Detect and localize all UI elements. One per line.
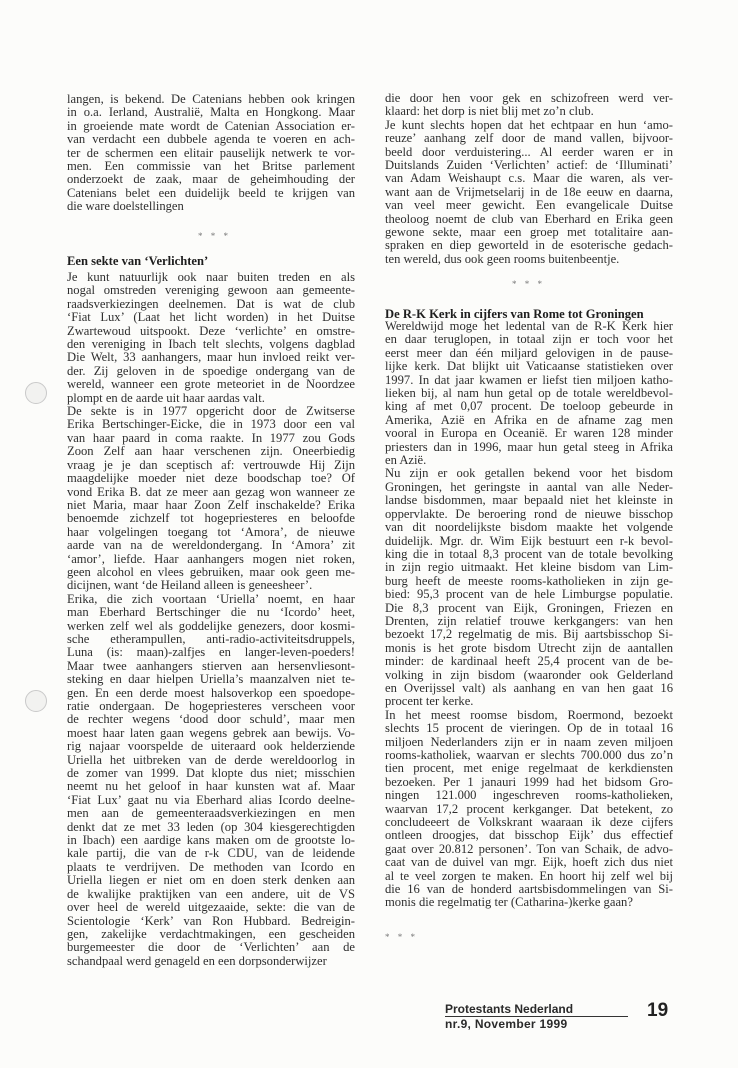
text-line: bied: 95,3 procent van de hele Limburgse populatie. [385,587,673,602]
text-line: Zwartewoud uitspookt. Deze ‘verlichte’ en omstre- [67,323,355,338]
text-line: van haar paard in coma raakte. In 1977 zou Gods [67,430,355,445]
text-line: bezoeken. Per 1 janauri 1999 had het bidsom Gro- [385,774,673,789]
text-line: Scientologie ‘Kerk’ van Ron Hubbard. Bedreigin- [67,913,355,928]
text-line: men. Een commissie van het Britse parlement [67,159,355,174]
text-line: slechts 15 procent de vieringen. Op de in totaal 16 [385,721,673,736]
text-line: procent ter kerke. [385,694,474,709]
punch-hole [25,690,47,712]
section-heading-rk-kerk: De R-K Kerk in cijfers van Rome tot Groningen [385,307,644,321]
text-line: benoemde zichzelf tot hogepriesteres en beloofde [67,511,355,526]
text-line: in groeiende mate wordt de Catenian Association er- [67,118,355,133]
paragraph [67,271,355,405]
text-line: ‘Fiat Lux’ (Laat het licht worden) in het Duitse [67,310,355,325]
text-line: beeld door verduistering... Al eerder waren er in [385,144,673,159]
text-line: bezoekt 17,2 regelmatig de mis. Bij aartsbisschop Si- [385,627,673,642]
text-line: Erika, die zich voortaan ‘Uriella’ noemt, en haar [67,591,355,606]
text-line: oppervlakte. De beroering rond de nieuwe bisschop [385,506,673,521]
text-line: nogal omstreden vereniging gewoon aan gemeente- [67,283,355,298]
text-line: Erika Bertschinger-Eicke, die in 1973 door een val [67,417,355,432]
text-line: al te veel zorgen te maken. En hoort hij zelf wel bij [385,868,673,883]
text-line: die door hen voor gek en schizofreen werd ver- [385,91,673,105]
text-line: langen, is bekend. De Catenians hebben ook kringen [67,92,355,106]
page-number: 19 [647,1000,669,1021]
text-line: aarde van na de wereldondergang. In ‘Amora’ zit [67,538,355,553]
text-line: Wereldwijd moge het ledental van de R-K Kerk hier [385,319,673,333]
publication-name: Protestants Nederland [445,1002,574,1016]
text-line: plaats te verdrijven. De methoden van Icordo en [67,859,355,874]
text-line: lijke kerk. Dat blijkt uit Vaticaanse statistieken over [385,359,673,374]
text-line: in Ibach) een aardige kans maken om de grootste lo- [67,833,355,848]
text-line: gaat over 20.812 personen’. Ton van Schaik, de advo- [385,841,673,856]
text-line: onderzoekt de zaak, maar de geheimhouding der [67,172,355,187]
paragraph [385,709,673,910]
text-line: raadsverkiezingen deelnemen. Dat is wat de club [67,296,355,311]
section-divider: * * * [512,279,545,289]
text-line: plompt en de aarde uit haar aardas valt. [67,390,265,405]
left-intro-paragraph [67,93,355,214]
text-line: spraken en diep geworteld in de esoterische gedach- [385,238,673,253]
text-line: ningen 121.000 ingeschreven rooms-katholieken, [385,788,673,803]
text-line: want aan de Vrijmetselarij in de 18e eeuw en daarna, [385,184,673,199]
text-line: concludeeert de Volkskrant waaraan ik deze cijfers [385,815,673,830]
text-line: die 16 van de honderd aartsbisdommelingen van Si- [385,882,673,897]
text-line: man Eberhard Bertschinger die nu ‘Icordo’ heet, [67,605,355,620]
text-line: maagdelijke moeder niet deze boodschap toe? Of [67,471,355,486]
text-line: burg heeft de meeste rooms-katholieken in zijn ge- [385,573,673,588]
text-line: theoloog noemt de club van Eberhard en Erika geen [385,211,673,226]
text-line: in o.a. Ierland, Australië, Malta en Hongkong. Maar [67,105,355,120]
text-line: ten wereld, dus ook geen rooms buitenbeentje. [385,251,620,266]
text-line: volking in zijn bisdom (waaronder ook Gelderland [385,667,673,682]
right-intro-body [385,92,673,266]
text-line: Uriella liegen er niet om en doen sterk denken aan [67,873,355,888]
text-line: landse bisdommen, maar bepaald niet het kleinste in [385,493,673,508]
text-line: tien procent, met enige regelmaat de kerkdiensten [385,761,673,776]
text-line: eerst meer dan één miljard gelovigen in de pause- [385,345,673,360]
text-line: duidelijk. Mgr. dr. Wim Eijk bestuurt een r-k bevol- [385,533,673,548]
text-line: Zoon Zelf aan haar verschenen zijn. Oneerbiedig [67,444,355,459]
text-line: miljoen Nederlanders zijn er in naam zeven miljoen [385,734,673,749]
text-line: De sekte is in 1977 opgericht door de Zwitserse [67,404,355,419]
text-line: moest haar laten gaan wegens gebrek aan bewijs. Vo- [67,725,355,740]
text-line: ontleen droogjes, dat bisschop Eijk’ dus effectief [385,828,673,843]
text-line: den vereniging in Ibach telt slechts, volgens dagblad [67,337,355,352]
text-line: Luna (is: maan)-zalfjes en langer-leven-poeders! [67,645,355,660]
text-line: king af met 0,07 procent. De toeloop gebeurde in [385,399,673,414]
section-heading-verlichten: Een sekte van ‘Verlichten’ [67,254,209,268]
text-line: Uriella het uitbreken van de derde wereldoorlog in [67,752,355,767]
text-line: ratie ondergaan. De hogepriesteres verscheen voor [67,699,355,713]
text-line: Nu zijn er ook getallen bekend voor het bisdom [385,466,673,481]
text-line: haar volgelingen toegang tot ‘Amora’, de nieuwe [67,524,355,539]
text-line: die ware doelstellingen [67,199,184,214]
text-line: klaard: het dorp is niet blij met zo’n club. [385,104,594,119]
right-article-body [385,320,673,910]
text-line: sche etherampullen, anti-radio-activiteitsdruppels, [67,631,355,646]
text-line: neemt nu het geloof in haar kunsten wat af. Maar [67,779,355,794]
text-line: men aan de gemeenteraadsverkiezingen en men [67,806,355,821]
paragraph [385,467,673,708]
text-line: vond Erika B. dat ze meer aan gezag won wanneer ze [67,484,355,499]
text-line: king die in totaal 8,3 procent van de totale bevolking [385,546,673,561]
text-line: van dit noordelijkste bisdom maakte het volgende [385,520,673,535]
text-line: wereld, wanneer een grote meteoriet in de Noordzee [67,377,355,392]
text-line: rooms-katholiek, waarvan er slechts 700.000 dus zo’n [385,748,673,762]
text-line: 1997. In dat jaar kwamen er liefst tien miljoen katho- [385,372,673,387]
text-line: In het meest roomse bisdom, Roermond, bezoekt [385,707,673,722]
end-divider: * * * [385,932,418,942]
text-line: priesters dan in 1996, maar hun getal steeg in Afrika [385,439,673,454]
text-line: de rechter wegens ‘dood door schuld’, maar men [67,712,355,727]
text-line: van verdacht een dubbele agenda te voeren en ach- [67,132,355,147]
paragraph [67,593,355,968]
text-line: geen alcohol en vlees gebruiken, maar ook geen me- [67,564,355,579]
paragraph [67,405,355,593]
text-line: gen, zakelijke verdachtmakingen, een gescheiden [67,926,355,941]
text-line: ‘amor’, liefde. Haar aanhangers mogen niet roken, [67,551,355,566]
text-line: werken zelf wel als goddelijke genezers, door kosmi- [67,618,355,633]
text-line: reuze’ aanhang zelf door de mand vallen, bijvoor- [385,131,673,146]
text-line: en Overijssel valt) als aanhang en van hen gaat 16 [385,680,673,695]
paragraph [385,320,673,467]
text-line: over heel de wereld uitgezaaide, sekte: die van de [67,900,355,915]
text-line: Duitslands Zuiden ‘Verlichten’ actief: de ‘Illuminati’ [385,158,673,173]
text-line: monis die regelmatig ter (Catharina-)kerke gaan? [385,895,633,910]
text-line: Catenians belet een duidelijk beeld te krijgen van [67,185,355,200]
text-line: vraag je je dan sceptisch af: vertrouwde Hij Zijn [67,457,355,472]
text-line: gewone sekte, maar een groep met totalitaire aan- [385,225,673,240]
text-line: minder: de kardinaal heeft 25,4 procent van de be- [385,654,673,669]
text-line: Je kunt natuurlijk ook naar buiten treden en als [67,270,355,284]
text-line: Je kunt slechts hopen dat het echtpaar en hun ‘amo- [385,117,673,132]
text-line: ter de schermen een elitair pauselijk netwerk te vor- [67,145,355,160]
text-line: steking en daar hielpen Uriella’s maanzalven niet te- [67,672,355,687]
text-line: monis is het grote bisdom Utrecht zijn de aantallen [385,640,673,655]
text-line: dicijnen, want ‘de Heiland alleen is geneesheer’. [67,578,313,593]
issue-info: nr.9, November 1999 [445,1017,568,1031]
text-line: lieken bij, al nam hun getal op de totale wereldbevol- [385,386,673,401]
text-line: en daar teruglopen, in totaal zijn er toch voor het [385,332,673,347]
text-line: van veel meer gewicht. Een evangelicale Duitse [385,198,673,213]
text-line: der. Zij geloven in de spoedige ondergang van de [67,363,355,378]
text-line: en Azië. [385,453,427,468]
text-line: niet Maria, maar haar Zoon Zelf inschakelde? Erika [67,497,355,512]
text-line: de zomer van 1999. Dat klopte dus niet; misschien [67,766,355,781]
text-line: burgemeester die door de ‘Verlichten’ aan de [67,940,355,955]
text-line: gen. En een derde moest halsoverkop een spoedope- [67,685,355,700]
text-line: Die Welt, 33 aanhangers, maar hun invloed reikt ver- [67,350,355,365]
text-line: Drenten, zijn relatief trouwe kerkgangers: van hen [385,613,673,628]
text-line: denkt dat ze met 33 leden (op 304 kiesgerechtigden [67,819,355,834]
text-line: Amerika, Azië en Afrika en de afname zag men [385,412,673,427]
text-line: ‘Fiat Lux’ gaat nu via Eberhard alias Icordo deelne- [67,792,355,807]
text-line: caat van de duivel van mgr. Eijk, hoeft zich dus niet [385,855,673,870]
text-line: Groningen, het geringste in aantal van alle Neder- [385,479,673,494]
left-article-body [67,271,355,968]
text-line: in zijn regio uitmaakt. Het kleine bisdom van Lim- [385,560,673,575]
text-line: schandpaal werd genageld en een dorpsonderwijzer [67,953,327,968]
paragraph [385,119,673,266]
text-line: van Adam Weishaupt c.s. Maar die waren, als ver- [385,171,673,186]
text-line: Maar twee aanhangers stierven aan hersenvliesont- [67,658,355,673]
text-line: vooral in Europa en Oceanië. Er waren 128 minder [385,426,673,441]
text-line: rig najaar voorspelde de uiteraard ook helderziende [67,739,355,754]
section-divider: * * * [198,231,231,241]
text-line: waarvan 17,2 procent kerkganger. Dat betekent, zo [385,801,673,816]
punch-hole [25,382,47,404]
paragraph [385,92,673,119]
text-line: kale partij, die van de r-k CDU, van de leidende [67,846,355,861]
text-line: de kwalijke praktijken van een andere, uit de VS [67,886,355,901]
text-line: Die 8,3 procent van Eijk, Groningen, Friezen en [385,600,673,615]
